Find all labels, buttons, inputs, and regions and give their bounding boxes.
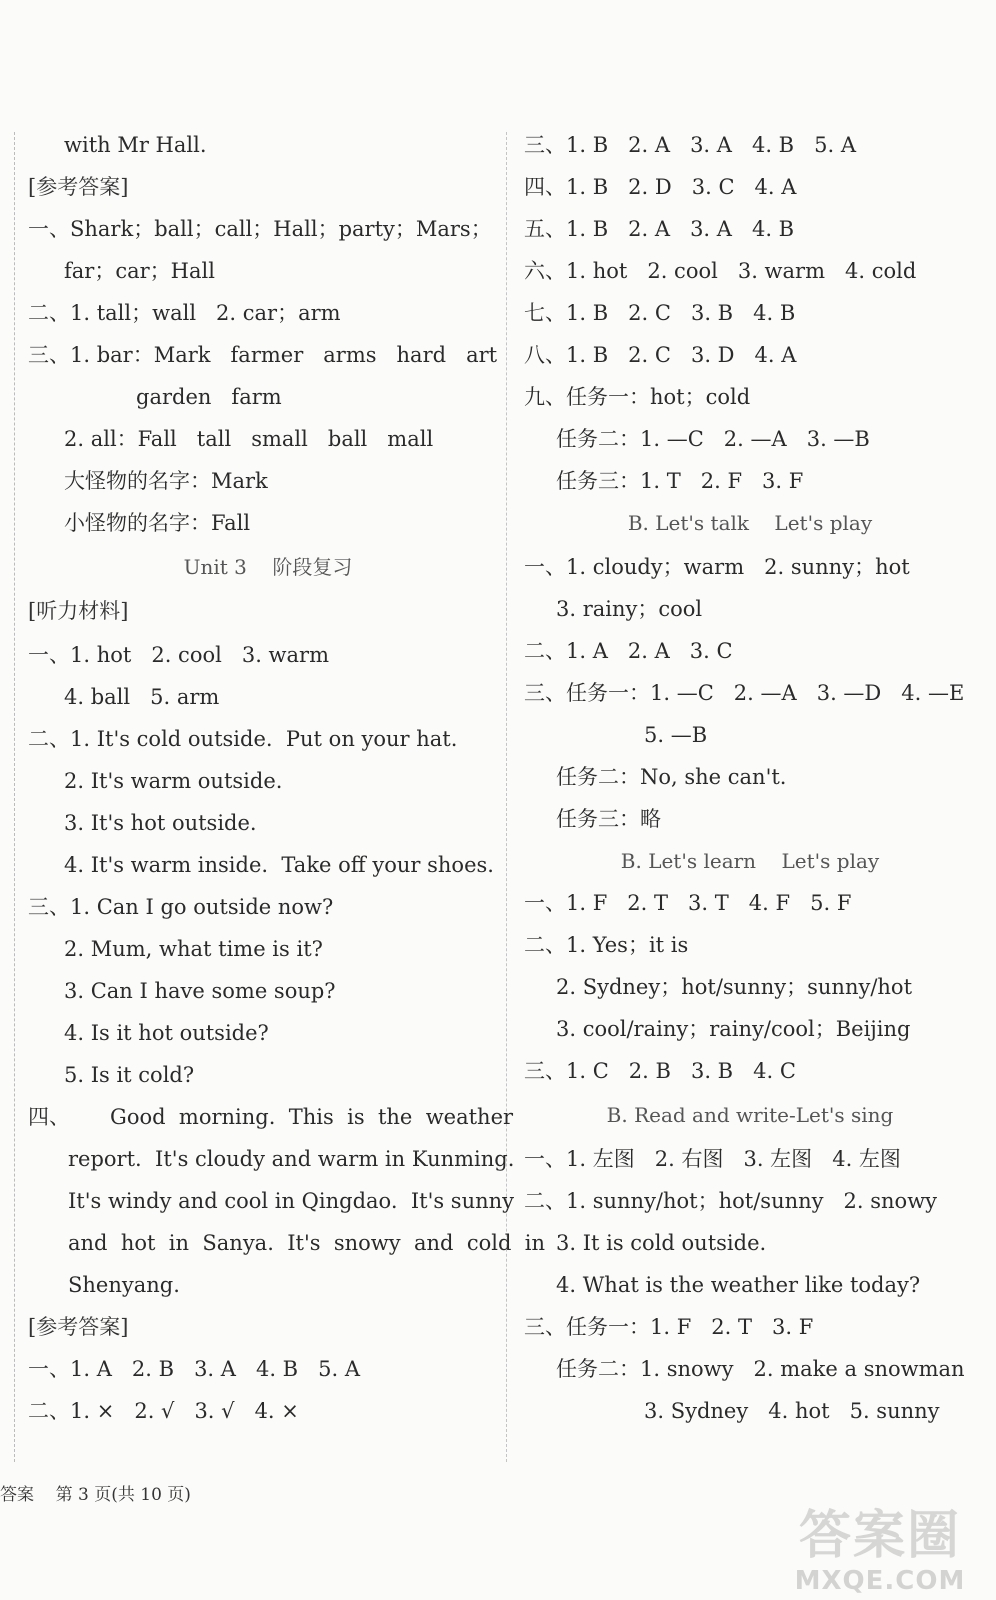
text-line: 三、1. C 2. B 3. B 4. C <box>524 1059 796 1083</box>
text-line: 一、1. A 2. B 3. A 4. B 5. A <box>28 1357 361 1381</box>
text-line: 任务三：1. T 2. F 3. F <box>556 469 804 493</box>
text-line: 六、1. hot 2. cool 3. warm 4. cold <box>524 259 917 283</box>
text-line: 5. Is it cold? <box>64 1063 195 1087</box>
left-margin-divider <box>14 132 15 1462</box>
text-line: and hot in Sanya. It's snowy and cold in <box>68 1231 545 1255</box>
text-line: 一、Shark；ball；call；Hall；party；Mars； <box>28 217 492 241</box>
text-line: 七、1. B 2. C 3. B 4. B <box>524 301 796 325</box>
text-line: 八、1. B 2. C 3. D 4. A <box>524 343 797 367</box>
text-line: report. It's cloudy and warm in Kunming. <box>68 1147 515 1171</box>
text-line: 三、任务一：1. —C 2. —A 3. —D 4. —E <box>524 681 965 705</box>
text-line: 一、1. 左图 2. 右图 3. 左图 4. 左图 <box>524 1147 901 1171</box>
text-line: 任务二：1. —C 2. —A 3. —B <box>556 427 870 451</box>
text-line: 一、1. cloudy；warm 2. sunny；hot <box>524 555 910 579</box>
answer-key-label: [参考答案] <box>28 175 129 199</box>
text-line: with Mr Hall. <box>64 133 207 157</box>
text-line: 4. ball 5. arm <box>64 685 220 709</box>
text-line: 四、 Good morning. This is the weather <box>28 1105 514 1129</box>
text-line: 二、1. Yes；it is <box>524 933 689 957</box>
column-divider <box>506 132 507 1462</box>
watermark-url: MXQE.COM <box>794 1566 966 1596</box>
text-line: 任务三：略 <box>556 807 661 831</box>
text-line: 3. It is cold outside. <box>556 1231 767 1255</box>
text-line: 任务二：1. snowy 2. make a snowman <box>556 1357 965 1381</box>
text-line: 三、任务一：1. F 2. T 3. F <box>524 1315 814 1339</box>
text-line: far；car；Hall <box>64 259 215 283</box>
text-line: 3. It's hot outside. <box>64 811 257 835</box>
text-line: It's windy and cool in Qingdao. It's sunny <box>68 1189 515 1213</box>
text-line: 二、1. It's cold outside. Put on your hat. <box>28 727 458 751</box>
section-heading: B. Let's learn Let's play <box>620 849 880 873</box>
text-line: 2. Sydney；hot/sunny；sunny/hot <box>556 975 913 999</box>
text-line: 三、1. B 2. A 3. A 4. B 5. A <box>524 133 857 157</box>
text-line: 4. It's warm inside. Take off your shoes. <box>64 853 494 877</box>
text-line: 三、1. bar：Mark farmer arms hard art <box>28 343 498 367</box>
text-line: 3. Can I have some soup? <box>64 979 336 1003</box>
text-line: 5. —B <box>644 723 708 747</box>
section-heading: Unit 3 阶段复习 <box>183 555 353 579</box>
text-line: 大怪物的名字：Mark <box>64 469 268 493</box>
text-line: 五、1. B 2. A 3. A 4. B <box>524 217 795 241</box>
text-line: 一、1. F 2. T 3. T 4. F 5. F <box>524 891 852 915</box>
text-line: 小怪物的名字：Fall <box>64 511 251 535</box>
text-line: 2. Mum, what time is it? <box>64 937 323 961</box>
text-line: 三、1. Can I go outside now? <box>28 895 334 919</box>
text-line: 四、1. B 2. D 3. C 4. A <box>524 175 797 199</box>
watermark-text: 答案圈 <box>798 1506 961 1566</box>
section-heading: B. Let's talk Let's play <box>627 511 873 535</box>
listening-material-label: [听力材料] <box>28 599 129 623</box>
text-line: 3. cool/rainy；rainy/cool；Beijing <box>556 1017 911 1041</box>
text-line: Shenyang. <box>68 1273 180 1297</box>
text-line: 任务二：No, she can't. <box>556 765 787 789</box>
text-line: 二、1. × 2. √ 3. √ 4. × <box>28 1399 299 1423</box>
text-line: garden farm <box>136 385 282 409</box>
text-line: 2. It's warm outside. <box>64 769 283 793</box>
text-line: 4. Is it hot outside? <box>64 1021 269 1045</box>
text-line: 二、1. sunny/hot；hot/sunny 2. snowy <box>524 1189 938 1213</box>
text-line: 4. What is the weather like today? <box>556 1273 921 1297</box>
answer-key-label: [参考答案] <box>28 1315 129 1339</box>
text-line: 一、1. hot 2. cool 3. warm <box>28 643 330 667</box>
section-heading: B. Read and write-Let's sing <box>606 1103 894 1127</box>
text-line: 九、任务一：hot；cold <box>524 385 751 409</box>
text-line: 3. rainy；cool <box>556 597 703 621</box>
watermark-logo <box>780 1508 980 1598</box>
page-footer: 答案 第 3 页(共 10 页) <box>0 1485 191 1505</box>
text-line: 3. Sydney 4. hot 5. sunny <box>644 1399 940 1423</box>
text-line: 2. all：Fall tall small ball mall <box>64 427 434 451</box>
text-line: 二、1. A 2. A 3. C <box>524 639 733 663</box>
text-line: 二、1. tall；wall 2. car；arm <box>28 301 341 325</box>
